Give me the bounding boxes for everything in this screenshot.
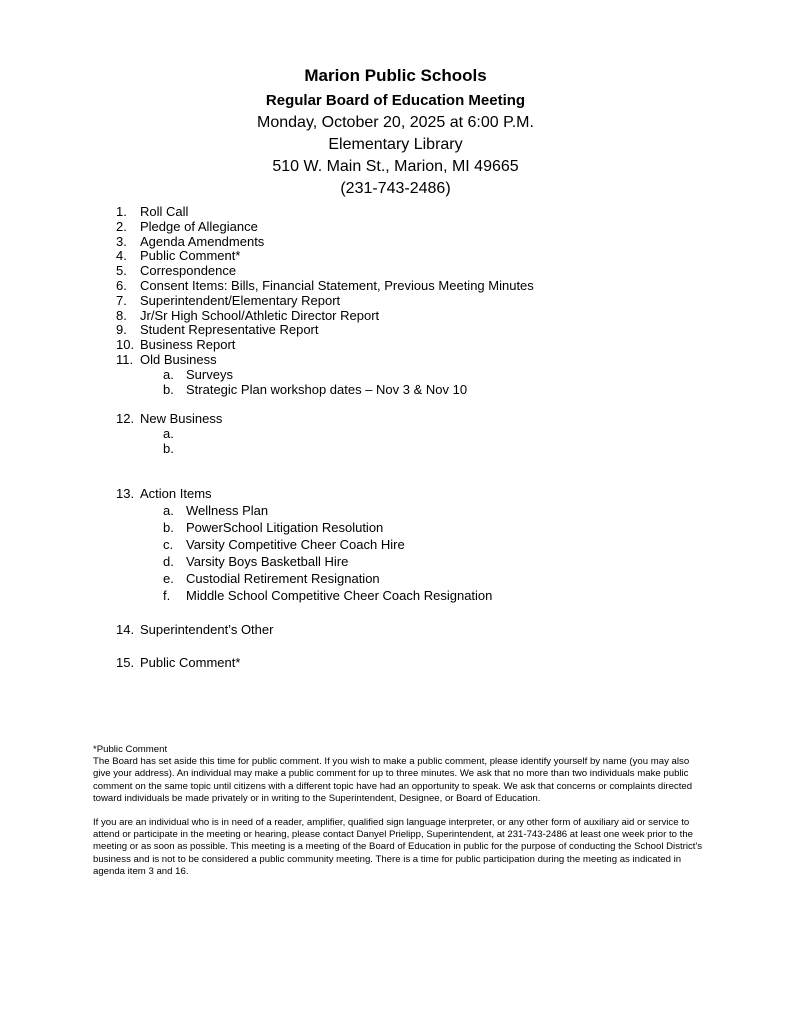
agenda-item: [116, 235, 736, 250]
agenda-item: [116, 205, 736, 220]
sub-item-label: Middle School Competitive Cheer Coach Resignation: [186, 587, 493, 603]
item-label: Public Comment*: [140, 655, 241, 671]
agenda-list: [116, 205, 736, 671]
sub-item-letter: a.: [163, 426, 174, 442]
agenda-item: [116, 294, 736, 309]
sub-item: [116, 553, 736, 570]
document-header: [0, 64, 791, 200]
item-label: Pledge of Allegiance: [140, 218, 258, 234]
meeting-title: Regular Board of Education Meeting: [265, 92, 526, 109]
item-number: 1.: [116, 204, 127, 219]
item-number: 13.: [116, 485, 135, 501]
item-label: Correspondence: [140, 263, 237, 279]
item-number: 12.: [116, 411, 135, 427]
agenda-item: [116, 323, 736, 338]
sub-item: [116, 570, 736, 587]
sub-item: [116, 536, 736, 553]
sub-item-letter: b.: [163, 440, 174, 456]
agenda-item: [116, 338, 736, 353]
sub-item-letter: b.: [163, 381, 174, 397]
item-label: Agenda Amendments: [140, 233, 265, 249]
item-number: 9.: [116, 322, 127, 338]
sub-item-label: Custodial Retirement Resignation: [186, 570, 380, 586]
item-label: Public Comment*: [140, 248, 241, 264]
sub-item: [116, 368, 736, 383]
item-number: 3.: [116, 233, 127, 249]
sub-item-label: Varsity Competitive Cheer Coach Hire: [186, 536, 405, 552]
sub-item-label: Wellness Plan: [186, 502, 269, 518]
footnotes: [93, 744, 705, 878]
agenda-item: [116, 220, 736, 235]
sub-item-label: PowerSchool Litigation Resolution: [186, 519, 384, 535]
agenda-item: [116, 309, 736, 324]
public-comment-note-title: *Public Comment: [93, 744, 168, 755]
sub-item: [116, 519, 736, 536]
sub-item-label: Surveys: [186, 366, 233, 382]
agenda-item: [116, 264, 736, 279]
sub-item-letter: a.: [163, 366, 174, 382]
agenda-item-old-business: [116, 353, 736, 368]
sub-item: [116, 383, 736, 398]
item-label: Superintendent’s Other: [140, 621, 274, 637]
sub-item: [116, 502, 736, 519]
item-number: 2.: [116, 218, 127, 234]
sub-item: [116, 587, 736, 604]
sub-item-letter: f.: [163, 587, 171, 603]
item-label: Student Representative Report: [140, 322, 319, 338]
item-label: Consent Items: Bills, Financial Statement, Previous Meeting Minutes: [140, 277, 534, 293]
item-number: 4.: [116, 248, 127, 264]
agenda-item-action-items: [116, 487, 736, 502]
sub-item: [116, 427, 736, 442]
sub-item-letter: b.: [163, 519, 174, 535]
sub-item: [116, 442, 736, 457]
accessibility-notice: If you are an individual who is in need of a reader, amplifier, qualified sign language interpreter, or any other form of auxiliary aid or service to attend or participate in the meeting or hearing, please contact Danyel Prielipp, Superintendent, at 231-743-2486 at least one week prior to the meeting or as soon as possible. This meeting is a meeting of the Board of Education in public for the purpose of conducting the School District's business and is not to be considered a public community meeting. There is a time for public participation during the meeting as indicated in agenda item 3 and 16.: [93, 817, 703, 877]
paragraph-gap: [93, 805, 705, 817]
sub-item-label: Varsity Boys Basketball Hire: [186, 553, 349, 569]
item-number: 6.: [116, 277, 127, 293]
school-name: Marion Public Schools: [304, 66, 487, 85]
item-label: Jr/Sr High School/Athletic Director Report: [140, 307, 380, 323]
item-label: Action Items: [140, 485, 212, 501]
item-number: 14.: [116, 621, 135, 637]
agenda-item-new-business: [116, 412, 736, 427]
item-number: 8.: [116, 307, 127, 323]
sub-item-letter: e.: [163, 570, 174, 586]
agenda-item: [116, 279, 736, 294]
meeting-location: Elementary Library: [328, 136, 463, 153]
meeting-datetime: Monday, October 20, 2025 at 6:00 P.M.: [257, 114, 534, 131]
item-label: Superintendent/Elementary Report: [140, 292, 341, 308]
meeting-address: 510 W. Main St., Marion, MI 49665: [272, 158, 519, 175]
item-label: Business Report: [140, 337, 236, 353]
item-number: 5.: [116, 263, 127, 279]
item-number: 7.: [116, 292, 127, 308]
meeting-phone: (231-743-2486): [340, 180, 451, 197]
sub-item-letter: d.: [163, 553, 174, 569]
sub-item-label: Strategic Plan workshop dates – Nov 3 & Nov 10: [186, 381, 468, 397]
sub-item-letter: c.: [163, 536, 174, 552]
item-label: New Business: [140, 411, 223, 427]
item-number: 10.: [116, 337, 135, 353]
item-number: 15.: [116, 655, 135, 671]
item-number: 11.: [116, 351, 134, 367]
item-label: Old Business: [140, 351, 217, 367]
agenda-item-superintendent-other: [116, 623, 736, 638]
agenda-item: [116, 249, 736, 264]
public-comment-note-body: The Board has set aside this time for public comment. If you wish to make a public comment, please identify yourself by name (you may also give your address). An individual may make a public comment for up to three minutes. We ask that no more than two individuals make public comment on the same topic until citizens with a different topic have had an opportunity to speak. We ask that concerns or complaints directed toward individuals be made privately or in writing to the Superintendent, Designee, or Board of Education.: [93, 756, 693, 804]
agenda-item-public-comment: [116, 656, 736, 671]
sub-item-letter: a.: [163, 502, 174, 518]
item-label: Roll Call: [140, 204, 189, 219]
